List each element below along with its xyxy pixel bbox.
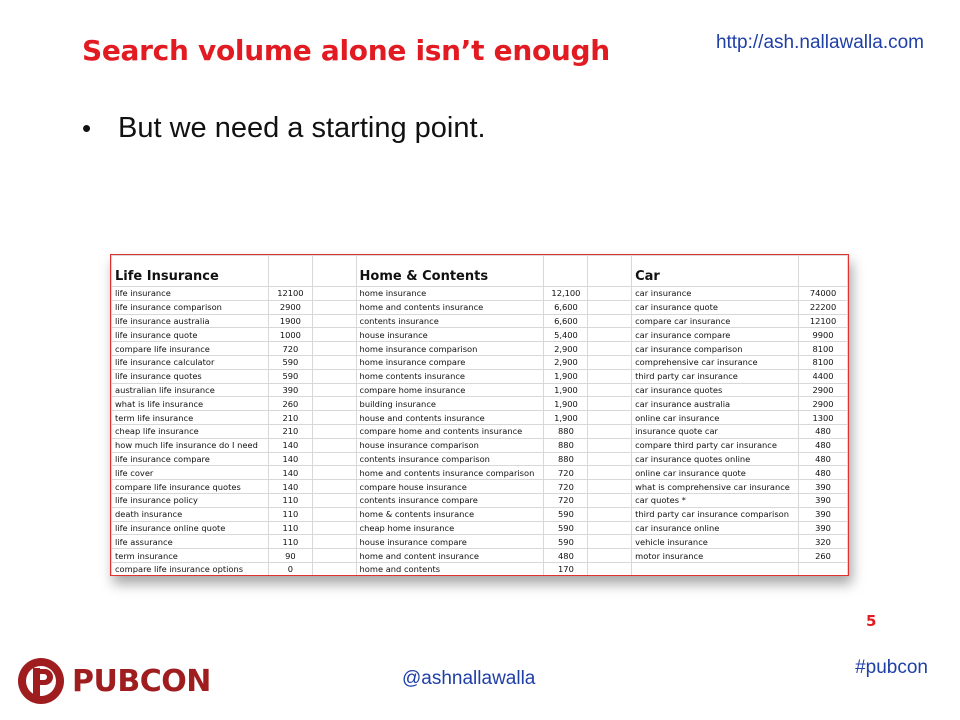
search-volume-cell: 390 bbox=[799, 521, 848, 535]
table-header-row bbox=[112, 256, 848, 287]
keyword-cell: building insurance bbox=[356, 397, 544, 411]
search-volume-cell: 6,600 bbox=[544, 314, 588, 328]
search-volume-cell: 8100 bbox=[799, 342, 848, 356]
keyword-cell: home and content insurance bbox=[356, 549, 544, 563]
table-row bbox=[112, 535, 848, 549]
keyword-cell bbox=[588, 314, 632, 328]
search-volume-cell bbox=[799, 562, 848, 576]
keyword-cell bbox=[588, 397, 632, 411]
search-volume-cell: 8100 bbox=[799, 355, 848, 369]
search-volume-cell: 1,900 bbox=[544, 383, 588, 397]
keyword-cell: compare car insurance bbox=[632, 314, 799, 328]
table-row bbox=[112, 562, 848, 576]
search-volume-cell: 12100 bbox=[268, 287, 312, 301]
keyword-cell bbox=[312, 549, 356, 563]
keyword-cell: car quotes * bbox=[632, 493, 799, 507]
table-row bbox=[112, 369, 848, 383]
keyword-cell bbox=[312, 493, 356, 507]
keyword-cell: car insurance compare bbox=[632, 328, 799, 342]
keyword-cell: life insurance online quote bbox=[112, 521, 269, 535]
keyword-cell bbox=[588, 300, 632, 314]
table-row bbox=[112, 287, 848, 301]
keyword-cell bbox=[312, 562, 356, 576]
keyword-cell: car insurance comparison bbox=[632, 342, 799, 356]
keyword-cell: car insurance quote bbox=[632, 300, 799, 314]
search-volume-cell: 4400 bbox=[799, 369, 848, 383]
search-volume-cell: 590 bbox=[544, 535, 588, 549]
search-volume-cell: 2900 bbox=[799, 397, 848, 411]
column-header: Car bbox=[632, 256, 799, 287]
keyword-cell: vehicle insurance bbox=[632, 535, 799, 549]
keyword-cell: life insurance compare bbox=[112, 452, 269, 466]
keyword-cell bbox=[312, 328, 356, 342]
keyword-cell bbox=[588, 507, 632, 521]
search-volume-cell: 390 bbox=[268, 383, 312, 397]
search-volume-cell: 1000 bbox=[268, 328, 312, 342]
keyword-cell: compare life insurance quotes bbox=[112, 480, 269, 494]
search-volume-cell: 480 bbox=[799, 466, 848, 480]
keyword-cell: life insurance policy bbox=[112, 493, 269, 507]
keyword-cell: what is comprehensive car insurance bbox=[632, 480, 799, 494]
keyword-cell bbox=[588, 424, 632, 438]
search-volume-cell: 2900 bbox=[799, 383, 848, 397]
keyword-cell bbox=[588, 438, 632, 452]
keyword-cell: compare home and contents insurance bbox=[356, 424, 544, 438]
logo-text: PUBCON bbox=[72, 663, 211, 699]
keyword-cell: home and contents insurance bbox=[356, 300, 544, 314]
table-row bbox=[112, 355, 848, 369]
keyword-cell: contents insurance bbox=[356, 314, 544, 328]
keyword-cell bbox=[588, 535, 632, 549]
search-volume-cell: 480 bbox=[799, 424, 848, 438]
keyword-cell bbox=[312, 424, 356, 438]
keyword-cell bbox=[588, 521, 632, 535]
table-row bbox=[112, 314, 848, 328]
search-volume-cell: 260 bbox=[799, 549, 848, 563]
search-volume-cell: 2900 bbox=[268, 300, 312, 314]
keyword-cell: third party car insurance comparison bbox=[632, 507, 799, 521]
search-volume-cell: 1,900 bbox=[544, 397, 588, 411]
keyword-cell bbox=[588, 369, 632, 383]
keyword-cell bbox=[312, 466, 356, 480]
search-volume-cell: 260 bbox=[268, 397, 312, 411]
keyword-cell bbox=[312, 342, 356, 356]
search-volume-cell: 110 bbox=[268, 493, 312, 507]
search-volume-cell: 720 bbox=[544, 493, 588, 507]
column-header: Home & Contents bbox=[356, 256, 544, 287]
author-url[interactable]: http://ash.nallawalla.com bbox=[715, 32, 924, 53]
search-volume-cell: 320 bbox=[799, 535, 848, 549]
search-volume-cell: 2,900 bbox=[544, 355, 588, 369]
keyword-cell: life insurance australia bbox=[112, 314, 269, 328]
search-volume-cell: 720 bbox=[544, 466, 588, 480]
keyword-cell bbox=[588, 493, 632, 507]
keyword-cell bbox=[312, 507, 356, 521]
table-row bbox=[112, 342, 848, 356]
keyword-cell: home contents insurance bbox=[356, 369, 544, 383]
search-volume-cell: 110 bbox=[268, 521, 312, 535]
keyword-cell bbox=[588, 411, 632, 425]
table-row bbox=[112, 438, 848, 452]
keyword-cell: compare third party car insurance bbox=[632, 438, 799, 452]
keyword-cell bbox=[588, 562, 632, 576]
table-row bbox=[112, 549, 848, 563]
search-volume-cell: 390 bbox=[799, 493, 848, 507]
keyword-cell bbox=[312, 438, 356, 452]
search-volume-cell: 590 bbox=[544, 521, 588, 535]
search-volume-cell: 0 bbox=[268, 562, 312, 576]
keyword-cell bbox=[312, 314, 356, 328]
keyword-cell bbox=[588, 383, 632, 397]
column-header bbox=[312, 256, 356, 287]
keyword-cell: life insurance quote bbox=[112, 328, 269, 342]
keyword-cell: online car insurance bbox=[632, 411, 799, 425]
keyword-cell: compare life insurance bbox=[112, 342, 269, 356]
column-header bbox=[588, 256, 632, 287]
keyword-spreadsheet-screenshot bbox=[110, 254, 849, 576]
search-volume-cell: 140 bbox=[268, 480, 312, 494]
search-volume-cell: 140 bbox=[268, 438, 312, 452]
keyword-cell: house insurance bbox=[356, 328, 544, 342]
search-volume-cell: 1,900 bbox=[544, 369, 588, 383]
keyword-cell: cheap life insurance bbox=[112, 424, 269, 438]
pubcon-logo-icon bbox=[16, 656, 66, 706]
table-row bbox=[112, 452, 848, 466]
keyword-cell: australian life insurance bbox=[112, 383, 269, 397]
keyword-cell bbox=[588, 342, 632, 356]
keyword-cell: insurance quote car bbox=[632, 424, 799, 438]
keyword-cell: life insurance calculator bbox=[112, 355, 269, 369]
search-volume-cell: 5,400 bbox=[544, 328, 588, 342]
search-volume-cell: 74000 bbox=[799, 287, 848, 301]
keyword-cell bbox=[312, 480, 356, 494]
search-volume-cell: 720 bbox=[544, 480, 588, 494]
keyword-cell bbox=[312, 355, 356, 369]
bullet-text: But we need a starting point. bbox=[118, 112, 486, 144]
keyword-cell: house insurance compare bbox=[356, 535, 544, 549]
keyword-cell: third party car insurance bbox=[632, 369, 799, 383]
keyword-cell: life cover bbox=[112, 466, 269, 480]
keyword-cell bbox=[312, 300, 356, 314]
search-volume-cell: 2,900 bbox=[544, 342, 588, 356]
search-volume-cell: 210 bbox=[268, 424, 312, 438]
search-volume-cell: 590 bbox=[268, 369, 312, 383]
hashtag[interactable]: #pubcon bbox=[855, 657, 928, 678]
keyword-cell: home insurance comparison bbox=[356, 342, 544, 356]
keyword-cell bbox=[632, 562, 799, 576]
table-row bbox=[112, 328, 848, 342]
keyword-cell: house and contents insurance bbox=[356, 411, 544, 425]
keyword-cell bbox=[588, 287, 632, 301]
search-volume-cell: 880 bbox=[544, 452, 588, 466]
keyword-cell: compare home insurance bbox=[356, 383, 544, 397]
twitter-handle[interactable]: @ashnallawalla bbox=[402, 668, 536, 689]
keyword-cell bbox=[588, 466, 632, 480]
slide-title: Search volume alone isn’t enough bbox=[82, 34, 610, 67]
search-volume-cell: 390 bbox=[799, 507, 848, 521]
keyword-cell: how much life insurance do I need bbox=[112, 438, 269, 452]
keyword-cell: life insurance quotes bbox=[112, 369, 269, 383]
keyword-cell: car insurance bbox=[632, 287, 799, 301]
keyword-table bbox=[111, 255, 848, 576]
search-volume-cell: 480 bbox=[799, 452, 848, 466]
table-row bbox=[112, 383, 848, 397]
keyword-cell: life insurance comparison bbox=[112, 300, 269, 314]
keyword-cell bbox=[588, 328, 632, 342]
table-row bbox=[112, 411, 848, 425]
search-volume-cell: 12,100 bbox=[544, 287, 588, 301]
search-volume-cell: 210 bbox=[268, 411, 312, 425]
table-row bbox=[112, 507, 848, 521]
search-volume-cell: 590 bbox=[268, 355, 312, 369]
keyword-cell: term life insurance bbox=[112, 411, 269, 425]
keyword-cell: compare house insurance bbox=[356, 480, 544, 494]
keyword-cell: home and contents insurance comparison bbox=[356, 466, 544, 480]
column-header bbox=[268, 256, 312, 287]
search-volume-cell: 12100 bbox=[799, 314, 848, 328]
keyword-cell: what is life insurance bbox=[112, 397, 269, 411]
keyword-cell: death insurance bbox=[112, 507, 269, 521]
column-header bbox=[544, 256, 588, 287]
keyword-cell: life assurance bbox=[112, 535, 269, 549]
keyword-cell: comprehensive car insurance bbox=[632, 355, 799, 369]
page-number: 5 bbox=[866, 612, 877, 630]
search-volume-cell: 1900 bbox=[268, 314, 312, 328]
bullet-point bbox=[82, 112, 486, 145]
keyword-cell bbox=[312, 287, 356, 301]
keyword-cell bbox=[588, 549, 632, 563]
table-row bbox=[112, 521, 848, 535]
search-volume-cell: 480 bbox=[799, 438, 848, 452]
keyword-cell: home & contents insurance bbox=[356, 507, 544, 521]
search-volume-cell: 480 bbox=[544, 549, 588, 563]
keyword-cell bbox=[312, 369, 356, 383]
keyword-cell: online car insurance quote bbox=[632, 466, 799, 480]
keyword-cell: home and contents bbox=[356, 562, 544, 576]
search-volume-cell: 880 bbox=[544, 424, 588, 438]
search-volume-cell: 140 bbox=[268, 466, 312, 480]
bullet-icon: • bbox=[82, 113, 92, 143]
column-header: Life Insurance bbox=[112, 256, 269, 287]
search-volume-cell: 110 bbox=[268, 535, 312, 549]
search-volume-cell: 22200 bbox=[799, 300, 848, 314]
keyword-cell bbox=[588, 480, 632, 494]
keyword-cell: compare life insurance options bbox=[112, 562, 269, 576]
table-row bbox=[112, 424, 848, 438]
keyword-cell bbox=[312, 452, 356, 466]
keyword-cell bbox=[588, 355, 632, 369]
search-volume-cell: 880 bbox=[544, 438, 588, 452]
keyword-cell: car insurance quotes online bbox=[632, 452, 799, 466]
search-volume-cell: 90 bbox=[268, 549, 312, 563]
keyword-cell bbox=[312, 535, 356, 549]
search-volume-cell: 720 bbox=[268, 342, 312, 356]
search-volume-cell: 110 bbox=[268, 507, 312, 521]
table-row bbox=[112, 480, 848, 494]
keyword-cell: cheap home insurance bbox=[356, 521, 544, 535]
table-row bbox=[112, 300, 848, 314]
column-header bbox=[799, 256, 848, 287]
table-row bbox=[112, 493, 848, 507]
keyword-cell: term insurance bbox=[112, 549, 269, 563]
keyword-cell: car insurance quotes bbox=[632, 383, 799, 397]
keyword-cell: contents insurance compare bbox=[356, 493, 544, 507]
search-volume-cell: 1,900 bbox=[544, 411, 588, 425]
keyword-cell: contents insurance comparison bbox=[356, 452, 544, 466]
table-row bbox=[112, 466, 848, 480]
keyword-cell bbox=[312, 411, 356, 425]
search-volume-cell: 1300 bbox=[799, 411, 848, 425]
search-volume-cell: 6,600 bbox=[544, 300, 588, 314]
keyword-cell: life insurance bbox=[112, 287, 269, 301]
pubcon-logo bbox=[16, 656, 211, 706]
keyword-cell bbox=[312, 383, 356, 397]
search-volume-cell: 390 bbox=[799, 480, 848, 494]
table-row bbox=[112, 397, 848, 411]
keyword-cell bbox=[312, 397, 356, 411]
keyword-cell: house insurance comparison bbox=[356, 438, 544, 452]
keyword-cell bbox=[588, 452, 632, 466]
keyword-cell bbox=[312, 521, 356, 535]
keyword-cell: car insurance australia bbox=[632, 397, 799, 411]
keyword-cell: home insurance compare bbox=[356, 355, 544, 369]
keyword-cell: motor insurance bbox=[632, 549, 799, 563]
search-volume-cell: 9900 bbox=[799, 328, 848, 342]
search-volume-cell: 140 bbox=[268, 452, 312, 466]
search-volume-cell: 170 bbox=[544, 562, 588, 576]
keyword-cell: car insurance online bbox=[632, 521, 799, 535]
search-volume-cell: 590 bbox=[544, 507, 588, 521]
keyword-cell: home insurance bbox=[356, 287, 544, 301]
